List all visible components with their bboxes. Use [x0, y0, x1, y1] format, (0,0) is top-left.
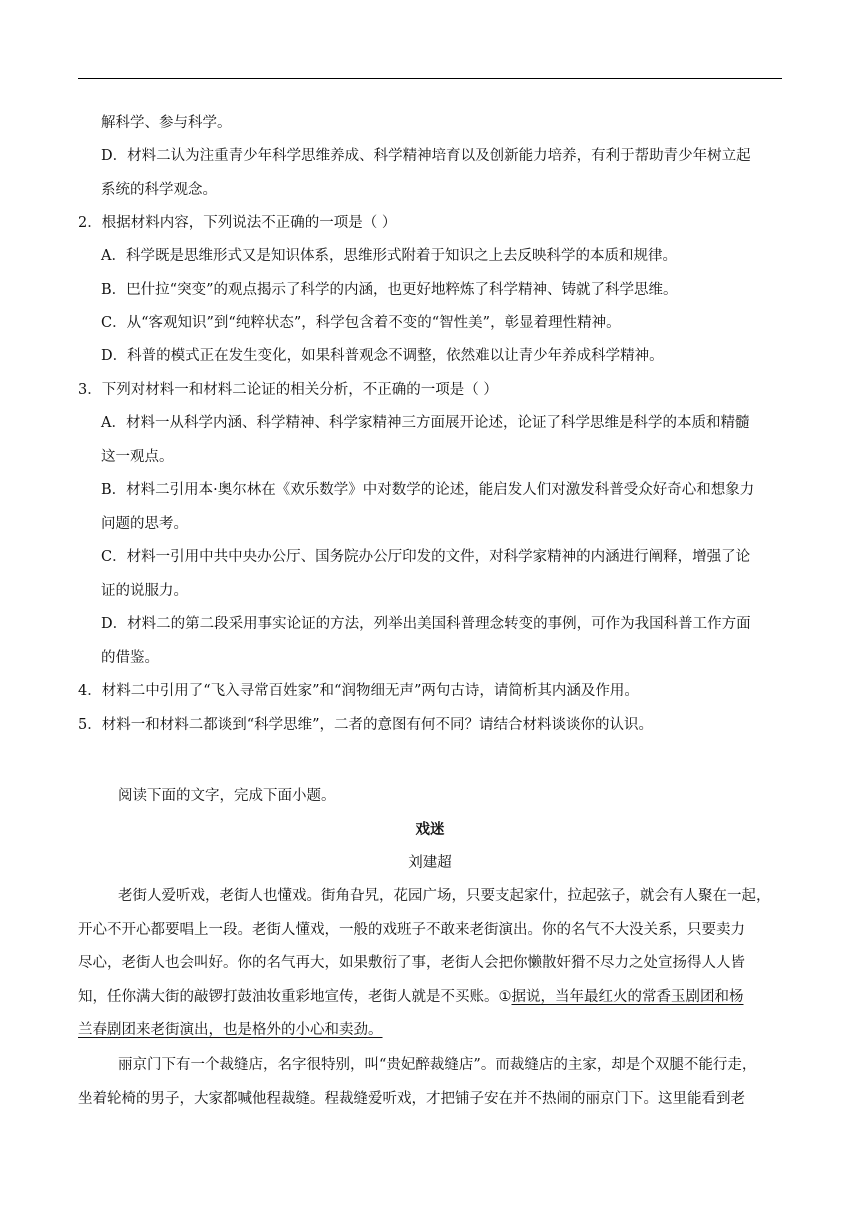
- q3-stem: 3．下列对材料一和材料二论证的相关分析，不正确的一项是（ ）: [78, 382, 498, 398]
- reading-instruction: 阅读下面的文字，完成下面小题。: [118, 788, 336, 804]
- q3-option-c-line2: 证的说服力。: [101, 583, 188, 599]
- underlined-sentence-part-2: 兰春剧团来老街演出，也是格外的小心和卖劲。: [78, 1022, 383, 1038]
- underlined-sentence-part-1: 据说，当年最红火的常香玉剧团和杨: [511, 989, 744, 1005]
- paragraph-2-line-2: 坐着轮椅的男子，大家都喊他程裁缝。程裁缝爱听戏，才把铺子安在并不热闹的丽京门下。这里能看到老: [78, 1091, 745, 1107]
- q3-option-d-line1: D．材料二的第二段采用事实论证的方法，列举出美国科普理念转变的事例，可作为我国科普工作方面: [101, 616, 751, 632]
- q1-option-c-tail: 解科学、参与科学。: [101, 115, 232, 131]
- story-title: 戏迷: [415, 821, 445, 838]
- q4-stem: 4．材料二中引用了“飞入寻常百姓家”和“润物细无声”两句古诗，请简析其内涵及作用。: [78, 683, 639, 699]
- q2-stem: 2．根据材料内容，下列说法不正确的一项是（ ）: [78, 215, 397, 231]
- paragraph-1-line-1: 老街人爱听戏，老街人也懂戏。街角旮旯，花园广场，只要支起家什，拉起弦子，就会有人聚在一起，: [118, 888, 771, 904]
- q3-option-c-line1: C．材料一引用中共中央办公厅、国务院办公厅印发的文件，对科学家精神的内涵进行阐释，增强了论: [101, 549, 751, 565]
- q5-stem: 5．材料一和材料二都谈到“科学思维”，二者的意图有何不同？请结合材料谈谈你的认识。: [78, 717, 654, 733]
- q2-option-a: A．科学既是思维形式又是知识体系，思维形式附着于知识之上去反映科学的本质和规律。: [101, 248, 677, 264]
- header-rule: [78, 78, 782, 79]
- paragraph-2-line-1: 丽京门下有一个裁缝店，名字很特别，叫“贵妃醉裁缝店”。而裁缝店的主家，却是个双腿不能行走，: [118, 1057, 757, 1073]
- paragraph-1-line-4: [78, 987, 744, 1007]
- q3-option-a-line2: 这一观点。: [101, 449, 174, 465]
- sentence-marker-1: ①: [498, 989, 512, 1005]
- q2-option-b: B．巴什拉“突变”的观点揭示了科学的内涵，也更好地粹炼了科学精神、铸就了科学思维。: [101, 282, 678, 298]
- q2-option-c: C．从“客观知识”到“纯粹状态”，科学包含着不变的“智性美”，彰显着理性精神。: [101, 315, 621, 331]
- q3-option-a-line1: A．材料一从科学内涵、科学精神、科学家精神三方面展开论述，论证了科学思维是科学的本质和精髓: [101, 415, 750, 431]
- paragraph-1-line-3: 尽心，老街人也会叫好。你的名气再大，如果敷衍了事，老街人会把你懒散奸猾不尽力之处宣扬得人人皆: [78, 955, 745, 971]
- q1-option-d-line2: 系统的科学观念。: [101, 182, 217, 198]
- paragraph-1-line-4-text: 知，任你满大街的敲锣打鼓油妆重彩地宣传，老街人就是不买账。: [78, 989, 499, 1005]
- q3-option-b-line1: B．材料二引用本·奥尔林在《欢乐数学》中对数学的论述，能启发人们对激发科普受众好奇心和想象力: [101, 482, 755, 498]
- q3-option-b-line2: 问题的思考。: [101, 516, 188, 532]
- q1-option-d-line1: D．材料二认为注重青少年科学思维养成、科学精神培育以及创新能力培养，有利于帮助青少年树立起: [101, 148, 751, 164]
- story-author: 刘建超: [408, 855, 452, 871]
- q3-option-d-line2: 的借鉴。: [101, 650, 159, 666]
- q2-option-d: D．科普的模式正在发生变化，如果科普观念不调整，依然难以让青少年养成科学精神。: [101, 348, 664, 364]
- paragraph-1-line-2: 开心不开心都要唱上一段。老街人懂戏，一般的戏班子不敢来老街演出。你的名气不大没关系，只要卖力: [78, 922, 745, 938]
